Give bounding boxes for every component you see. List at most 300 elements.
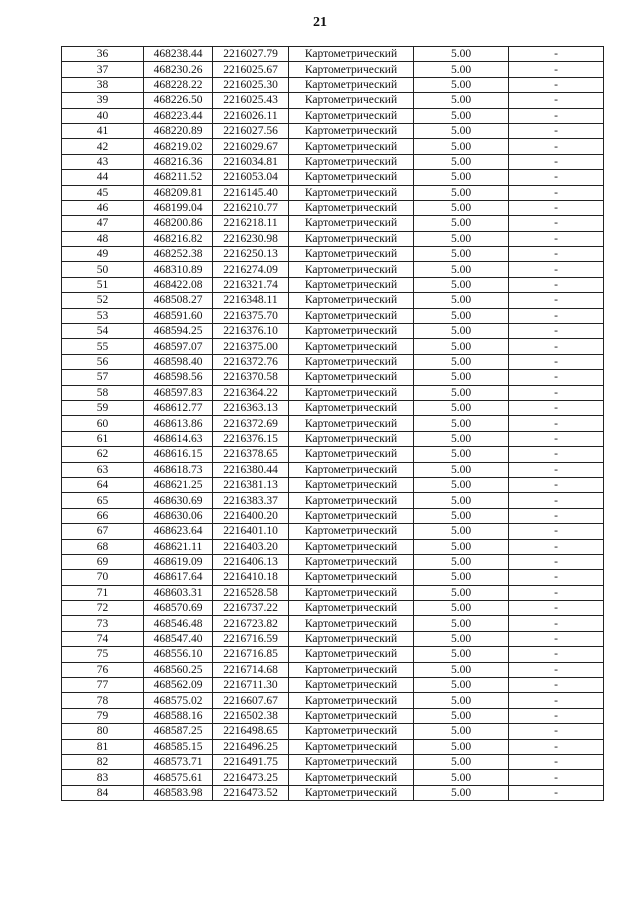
table-row xyxy=(62,647,604,662)
description-cell: - xyxy=(509,708,604,723)
precision-cell: 5.00 xyxy=(414,324,509,339)
precision-cell: 5.00 xyxy=(414,554,509,569)
method-cell: Картометрический xyxy=(289,185,414,200)
description-cell: - xyxy=(509,170,604,185)
table-row xyxy=(62,277,604,292)
y-coordinate-cell: 2216528.58 xyxy=(213,585,289,600)
table-row xyxy=(62,554,604,569)
description-cell: - xyxy=(509,123,604,138)
point-number-cell: 37 xyxy=(62,62,144,77)
table-row xyxy=(62,123,604,138)
y-coordinate-cell: 2216383.37 xyxy=(213,493,289,508)
method-cell: Картометрический xyxy=(289,539,414,554)
table-row xyxy=(62,324,604,339)
point-number-cell: 79 xyxy=(62,708,144,723)
point-number-cell: 80 xyxy=(62,724,144,739)
point-number-cell: 74 xyxy=(62,631,144,646)
description-cell: - xyxy=(509,277,604,292)
y-coordinate-cell: 2216381.13 xyxy=(213,477,289,492)
precision-cell: 5.00 xyxy=(414,123,509,138)
method-cell: Картометрический xyxy=(289,785,414,800)
point-number-cell: 56 xyxy=(62,354,144,369)
point-number-cell: 58 xyxy=(62,385,144,400)
x-coordinate-cell: 468310.89 xyxy=(144,262,213,277)
method-cell: Картометрический xyxy=(289,308,414,323)
y-coordinate-cell: 2216378.65 xyxy=(213,447,289,462)
table-row xyxy=(62,247,604,262)
table-row xyxy=(62,539,604,554)
point-number-cell: 67 xyxy=(62,524,144,539)
precision-cell: 5.00 xyxy=(414,754,509,769)
point-number-cell: 63 xyxy=(62,462,144,477)
method-cell: Картометрический xyxy=(289,601,414,616)
x-coordinate-cell: 468612.77 xyxy=(144,400,213,415)
point-number-cell: 54 xyxy=(62,324,144,339)
table-row xyxy=(62,601,604,616)
y-coordinate-cell: 2216711.30 xyxy=(213,678,289,693)
method-cell: Картометрический xyxy=(289,524,414,539)
precision-cell: 5.00 xyxy=(414,247,509,262)
y-coordinate-cell: 2216372.69 xyxy=(213,416,289,431)
page-number: 21 xyxy=(313,15,327,30)
x-coordinate-cell: 468216.36 xyxy=(144,154,213,169)
precision-cell: 5.00 xyxy=(414,431,509,446)
description-cell: - xyxy=(509,693,604,708)
x-coordinate-cell: 468621.11 xyxy=(144,539,213,554)
x-coordinate-cell: 468219.02 xyxy=(144,139,213,154)
precision-cell: 5.00 xyxy=(414,354,509,369)
method-cell: Картометрический xyxy=(289,462,414,477)
precision-cell: 5.00 xyxy=(414,262,509,277)
precision-cell: 5.00 xyxy=(414,416,509,431)
description-cell: - xyxy=(509,108,604,123)
table-row xyxy=(62,262,604,277)
precision-cell: 5.00 xyxy=(414,308,509,323)
table-row xyxy=(62,416,604,431)
method-cell: Картометрический xyxy=(289,447,414,462)
y-coordinate-cell: 2216403.20 xyxy=(213,539,289,554)
method-cell: Картометрический xyxy=(289,93,414,108)
y-coordinate-cell: 2216370.58 xyxy=(213,370,289,385)
point-number-cell: 73 xyxy=(62,616,144,631)
point-number-cell: 44 xyxy=(62,170,144,185)
precision-cell: 5.00 xyxy=(414,616,509,631)
table-row xyxy=(62,108,604,123)
method-cell: Картометрический xyxy=(289,170,414,185)
table-row xyxy=(62,754,604,769)
x-coordinate-cell: 468583.98 xyxy=(144,785,213,800)
precision-cell: 5.00 xyxy=(414,62,509,77)
coordinates-table xyxy=(61,46,604,801)
description-cell: - xyxy=(509,324,604,339)
x-coordinate-cell: 468613.86 xyxy=(144,416,213,431)
y-coordinate-cell: 2216376.15 xyxy=(213,431,289,446)
precision-cell: 5.00 xyxy=(414,693,509,708)
point-number-cell: 59 xyxy=(62,400,144,415)
precision-cell: 5.00 xyxy=(414,139,509,154)
precision-cell: 5.00 xyxy=(414,277,509,292)
table-row xyxy=(62,139,604,154)
method-cell: Картометрический xyxy=(289,354,414,369)
y-coordinate-cell: 2216027.79 xyxy=(213,47,289,62)
x-coordinate-cell: 468623.64 xyxy=(144,524,213,539)
precision-cell: 5.00 xyxy=(414,77,509,92)
point-number-cell: 77 xyxy=(62,678,144,693)
x-coordinate-cell: 468597.07 xyxy=(144,339,213,354)
precision-cell: 5.00 xyxy=(414,539,509,554)
precision-cell: 5.00 xyxy=(414,631,509,646)
x-coordinate-cell: 468508.27 xyxy=(144,293,213,308)
point-number-cell: 43 xyxy=(62,154,144,169)
description-cell: - xyxy=(509,662,604,677)
method-cell: Картометрический xyxy=(289,770,414,785)
method-cell: Картометрический xyxy=(289,385,414,400)
point-number-cell: 49 xyxy=(62,247,144,262)
description-cell: - xyxy=(509,216,604,231)
x-coordinate-cell: 468211.52 xyxy=(144,170,213,185)
description-cell: - xyxy=(509,462,604,477)
x-coordinate-cell: 468223.44 xyxy=(144,108,213,123)
table-row xyxy=(62,385,604,400)
point-number-cell: 55 xyxy=(62,339,144,354)
point-number-cell: 36 xyxy=(62,47,144,62)
description-cell: - xyxy=(509,570,604,585)
description-cell: - xyxy=(509,647,604,662)
precision-cell: 5.00 xyxy=(414,447,509,462)
precision-cell: 5.00 xyxy=(414,724,509,739)
y-coordinate-cell: 2216364.22 xyxy=(213,385,289,400)
table-row xyxy=(62,616,604,631)
precision-cell: 5.00 xyxy=(414,339,509,354)
table-row xyxy=(62,477,604,492)
table-row xyxy=(62,47,604,62)
description-cell: - xyxy=(509,385,604,400)
table-row xyxy=(62,724,604,739)
y-coordinate-cell: 2216029.67 xyxy=(213,139,289,154)
point-number-cell: 64 xyxy=(62,477,144,492)
description-cell: - xyxy=(509,400,604,415)
point-number-cell: 62 xyxy=(62,447,144,462)
method-cell: Картометрический xyxy=(289,477,414,492)
method-cell: Картометрический xyxy=(289,678,414,693)
y-coordinate-cell: 2216145.40 xyxy=(213,185,289,200)
precision-cell: 5.00 xyxy=(414,385,509,400)
precision-cell: 5.00 xyxy=(414,662,509,677)
method-cell: Картометрический xyxy=(289,647,414,662)
point-number-cell: 82 xyxy=(62,754,144,769)
precision-cell: 5.00 xyxy=(414,216,509,231)
method-cell: Картометрический xyxy=(289,293,414,308)
point-number-cell: 68 xyxy=(62,539,144,554)
method-cell: Картометрический xyxy=(289,400,414,415)
precision-cell: 5.00 xyxy=(414,585,509,600)
x-coordinate-cell: 468546.48 xyxy=(144,616,213,631)
point-number-cell: 46 xyxy=(62,200,144,215)
method-cell: Картометрический xyxy=(289,200,414,215)
y-coordinate-cell: 2216716.59 xyxy=(213,631,289,646)
y-coordinate-cell: 2216250.13 xyxy=(213,247,289,262)
precision-cell: 5.00 xyxy=(414,601,509,616)
method-cell: Картометрический xyxy=(289,77,414,92)
table-row xyxy=(62,93,604,108)
point-number-cell: 50 xyxy=(62,262,144,277)
coordinates-table-body xyxy=(62,47,604,801)
precision-cell: 5.00 xyxy=(414,200,509,215)
table-row xyxy=(62,585,604,600)
precision-cell: 5.00 xyxy=(414,154,509,169)
x-coordinate-cell: 468238.44 xyxy=(144,47,213,62)
precision-cell: 5.00 xyxy=(414,770,509,785)
y-coordinate-cell: 2216401.10 xyxy=(213,524,289,539)
method-cell: Картометрический xyxy=(289,139,414,154)
precision-cell: 5.00 xyxy=(414,647,509,662)
y-coordinate-cell: 2216034.81 xyxy=(213,154,289,169)
x-coordinate-cell: 468598.56 xyxy=(144,370,213,385)
point-number-cell: 66 xyxy=(62,508,144,523)
table-row xyxy=(62,431,604,446)
table-row xyxy=(62,678,604,693)
method-cell: Картометрический xyxy=(289,154,414,169)
point-number-cell: 51 xyxy=(62,277,144,292)
y-coordinate-cell: 2216491.75 xyxy=(213,754,289,769)
table-row xyxy=(62,693,604,708)
method-cell: Картометрический xyxy=(289,693,414,708)
description-cell: - xyxy=(509,524,604,539)
y-coordinate-cell: 2216375.70 xyxy=(213,308,289,323)
precision-cell: 5.00 xyxy=(414,47,509,62)
point-number-cell: 47 xyxy=(62,216,144,231)
method-cell: Картометрический xyxy=(289,554,414,569)
y-coordinate-cell: 2216027.56 xyxy=(213,123,289,138)
point-number-cell: 60 xyxy=(62,416,144,431)
x-coordinate-cell: 468200.86 xyxy=(144,216,213,231)
precision-cell: 5.00 xyxy=(414,108,509,123)
description-cell: - xyxy=(509,739,604,754)
y-coordinate-cell: 2216025.67 xyxy=(213,62,289,77)
x-coordinate-cell: 468618.73 xyxy=(144,462,213,477)
point-number-cell: 48 xyxy=(62,231,144,246)
method-cell: Картометрический xyxy=(289,370,414,385)
y-coordinate-cell: 2216025.30 xyxy=(213,77,289,92)
x-coordinate-cell: 468228.22 xyxy=(144,77,213,92)
x-coordinate-cell: 468588.16 xyxy=(144,708,213,723)
x-coordinate-cell: 468547.40 xyxy=(144,631,213,646)
precision-cell: 5.00 xyxy=(414,170,509,185)
y-coordinate-cell: 2216498.65 xyxy=(213,724,289,739)
table-row xyxy=(62,447,604,462)
point-number-cell: 53 xyxy=(62,308,144,323)
description-cell: - xyxy=(509,416,604,431)
y-coordinate-cell: 2216473.52 xyxy=(213,785,289,800)
x-coordinate-cell: 468603.31 xyxy=(144,585,213,600)
table-row xyxy=(62,216,604,231)
method-cell: Картометрический xyxy=(289,631,414,646)
table-row xyxy=(62,308,604,323)
y-coordinate-cell: 2216321.74 xyxy=(213,277,289,292)
table-row xyxy=(62,293,604,308)
table-row xyxy=(62,400,604,415)
y-coordinate-cell: 2216502.38 xyxy=(213,708,289,723)
y-coordinate-cell: 2216025.43 xyxy=(213,93,289,108)
description-cell: - xyxy=(509,631,604,646)
description-cell: - xyxy=(509,370,604,385)
x-coordinate-cell: 468630.69 xyxy=(144,493,213,508)
table-row xyxy=(62,170,604,185)
point-number-cell: 70 xyxy=(62,570,144,585)
point-number-cell: 75 xyxy=(62,647,144,662)
description-cell: - xyxy=(509,185,604,200)
precision-cell: 5.00 xyxy=(414,678,509,693)
description-cell: - xyxy=(509,77,604,92)
description-cell: - xyxy=(509,231,604,246)
method-cell: Картометрический xyxy=(289,62,414,77)
description-cell: - xyxy=(509,308,604,323)
y-coordinate-cell: 2216348.11 xyxy=(213,293,289,308)
x-coordinate-cell: 468199.04 xyxy=(144,200,213,215)
y-coordinate-cell: 2216363.13 xyxy=(213,400,289,415)
point-number-cell: 52 xyxy=(62,293,144,308)
method-cell: Картометрический xyxy=(289,324,414,339)
method-cell: Картометрический xyxy=(289,754,414,769)
x-coordinate-cell: 468614.63 xyxy=(144,431,213,446)
precision-cell: 5.00 xyxy=(414,400,509,415)
table-row xyxy=(62,739,604,754)
description-cell: - xyxy=(509,785,604,800)
x-coordinate-cell: 468230.26 xyxy=(144,62,213,77)
table-row xyxy=(62,77,604,92)
x-coordinate-cell: 468556.10 xyxy=(144,647,213,662)
point-number-cell: 71 xyxy=(62,585,144,600)
point-number-cell: 38 xyxy=(62,77,144,92)
table-row xyxy=(62,200,604,215)
y-coordinate-cell: 2216372.76 xyxy=(213,354,289,369)
x-coordinate-cell: 468591.60 xyxy=(144,308,213,323)
description-cell: - xyxy=(509,339,604,354)
y-coordinate-cell: 2216218.11 xyxy=(213,216,289,231)
point-number-cell: 65 xyxy=(62,493,144,508)
y-coordinate-cell: 2216737.22 xyxy=(213,601,289,616)
precision-cell: 5.00 xyxy=(414,570,509,585)
x-coordinate-cell: 468560.25 xyxy=(144,662,213,677)
point-number-cell: 57 xyxy=(62,370,144,385)
method-cell: Картометрический xyxy=(289,123,414,138)
point-number-cell: 76 xyxy=(62,662,144,677)
y-coordinate-cell: 2216400.20 xyxy=(213,508,289,523)
table-row xyxy=(62,770,604,785)
method-cell: Картометрический xyxy=(289,570,414,585)
precision-cell: 5.00 xyxy=(414,462,509,477)
description-cell: - xyxy=(509,354,604,369)
x-coordinate-cell: 468575.02 xyxy=(144,693,213,708)
precision-cell: 5.00 xyxy=(414,370,509,385)
precision-cell: 5.00 xyxy=(414,524,509,539)
point-number-cell: 69 xyxy=(62,554,144,569)
x-coordinate-cell: 468226.50 xyxy=(144,93,213,108)
method-cell: Картометрический xyxy=(289,47,414,62)
point-number-cell: 83 xyxy=(62,770,144,785)
method-cell: Картометрический xyxy=(289,585,414,600)
precision-cell: 5.00 xyxy=(414,293,509,308)
x-coordinate-cell: 468617.64 xyxy=(144,570,213,585)
y-coordinate-cell: 2216716.85 xyxy=(213,647,289,662)
point-number-cell: 39 xyxy=(62,93,144,108)
description-cell: - xyxy=(509,447,604,462)
y-coordinate-cell: 2216210.77 xyxy=(213,200,289,215)
description-cell: - xyxy=(509,200,604,215)
x-coordinate-cell: 468594.25 xyxy=(144,324,213,339)
table-row xyxy=(62,570,604,585)
y-coordinate-cell: 2216375.00 xyxy=(213,339,289,354)
y-coordinate-cell: 2216406.13 xyxy=(213,554,289,569)
method-cell: Картометрический xyxy=(289,108,414,123)
description-cell: - xyxy=(509,554,604,569)
y-coordinate-cell: 2216714.68 xyxy=(213,662,289,677)
point-number-cell: 41 xyxy=(62,123,144,138)
point-number-cell: 81 xyxy=(62,739,144,754)
x-coordinate-cell: 468220.89 xyxy=(144,123,213,138)
y-coordinate-cell: 2216274.09 xyxy=(213,262,289,277)
x-coordinate-cell: 468616.15 xyxy=(144,447,213,462)
description-cell: - xyxy=(509,616,604,631)
table-row xyxy=(62,785,604,800)
method-cell: Картометрический xyxy=(289,339,414,354)
x-coordinate-cell: 468585.15 xyxy=(144,739,213,754)
description-cell: - xyxy=(509,678,604,693)
x-coordinate-cell: 468252.38 xyxy=(144,247,213,262)
description-cell: - xyxy=(509,585,604,600)
description-cell: - xyxy=(509,477,604,492)
description-cell: - xyxy=(509,154,604,169)
y-coordinate-cell: 2216230.98 xyxy=(213,231,289,246)
method-cell: Картометрический xyxy=(289,662,414,677)
x-coordinate-cell: 468575.61 xyxy=(144,770,213,785)
point-number-cell: 42 xyxy=(62,139,144,154)
x-coordinate-cell: 468562.09 xyxy=(144,678,213,693)
method-cell: Картометрический xyxy=(289,247,414,262)
description-cell: - xyxy=(509,770,604,785)
y-coordinate-cell: 2216053.04 xyxy=(213,170,289,185)
x-coordinate-cell: 468570.69 xyxy=(144,601,213,616)
table-row xyxy=(62,631,604,646)
x-coordinate-cell: 468216.82 xyxy=(144,231,213,246)
method-cell: Картометрический xyxy=(289,708,414,723)
y-coordinate-cell: 2216380.44 xyxy=(213,462,289,477)
table-row xyxy=(62,354,604,369)
description-cell: - xyxy=(509,62,604,77)
precision-cell: 5.00 xyxy=(414,739,509,754)
description-cell: - xyxy=(509,539,604,554)
method-cell: Картометрический xyxy=(289,724,414,739)
table-row xyxy=(62,493,604,508)
point-number-cell: 72 xyxy=(62,601,144,616)
method-cell: Картометрический xyxy=(289,616,414,631)
x-coordinate-cell: 468209.81 xyxy=(144,185,213,200)
description-cell: - xyxy=(509,493,604,508)
precision-cell: 5.00 xyxy=(414,93,509,108)
description-cell: - xyxy=(509,293,604,308)
description-cell: - xyxy=(509,724,604,739)
description-cell: - xyxy=(509,754,604,769)
description-cell: - xyxy=(509,47,604,62)
table-row xyxy=(62,185,604,200)
description-cell: - xyxy=(509,508,604,523)
table-row xyxy=(62,462,604,477)
method-cell: Картометрический xyxy=(289,231,414,246)
precision-cell: 5.00 xyxy=(414,185,509,200)
method-cell: Картометрический xyxy=(289,508,414,523)
table-row xyxy=(62,662,604,677)
x-coordinate-cell: 468422.08 xyxy=(144,277,213,292)
